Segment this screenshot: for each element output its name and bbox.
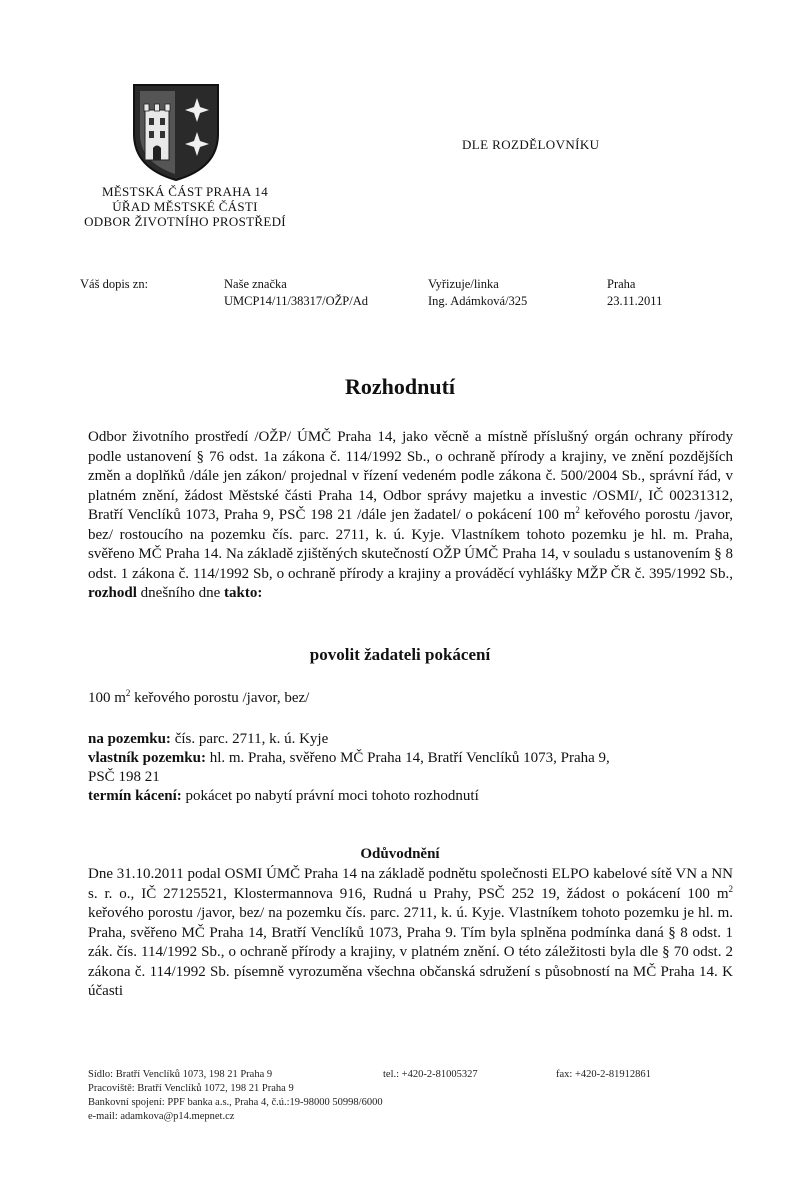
amount-superscript: 2 <box>125 688 131 698</box>
our-ref-label: Naše značka <box>224 277 287 291</box>
place: Praha <box>607 277 636 291</box>
our-ref-value: UMCP14/11/38317/OŽP/Ad <box>224 294 369 308</box>
intro-text-2: keřového porostu /javor, bez/ rostoucího na pozemku čís. parc. 2711, k. ú. Kyje. Vlastníkem tohoto pozemku je hl. m. Praha, svěřeno MČ Praha 14. Na základě zjištěných skutečností OŽP ÚMČ Praha 14, v souladu s ustanovením § 8 odst. 1 zákona č. 114/1992 Sb, o ochraně přírody a krajiny a prováděcí vyhlášky MŽP ČR č. 395/1992 Sb., <box>88 507 734 582</box>
owner-row-2: PSČ 198 21 <box>88 769 160 785</box>
handler-block <box>428 276 527 310</box>
term-value: pokácet po nabytí právní moci tohoto rozhodnutí <box>181 788 479 804</box>
plot-value: čís. parc. 2711, k. ú. Kyje <box>170 731 329 747</box>
handler-value: Ing. Adámková/325 <box>428 294 528 308</box>
footer-seat: Sídlo: Bratří Venclíků 1073, 198 21 Praha 9 <box>88 1069 273 1080</box>
office-line-3: ODBOR ŽIVOTNÍHO PROSTŘEDÍ <box>84 214 286 229</box>
reasoning-text-1: Dne 31.10.2011 podal OSMI ÚMČ Praha 14 na základě podnětu společnosti ELPO kabelové sítě VN a NN s. r. o., IČ 27125521, Klostermannova 916, Rudná u Prahy, PSČ 252 19, žádost o pokácení 100 m <box>88 866 733 902</box>
owner-row <box>88 749 738 768</box>
reasoning-paragraph <box>88 865 733 1002</box>
intro-superscript: 2 <box>575 505 580 515</box>
date: 23.11.2011 <box>607 294 663 308</box>
our-ref-block <box>224 276 368 310</box>
footer-fax: fax: +420-2-81912861 <box>556 1069 651 1080</box>
office-line-1: MĚSTSKÁ ČÁST PRAHA 14 <box>101 184 269 199</box>
issuing-office <box>60 184 310 229</box>
footer <box>88 1068 651 1124</box>
decision-amount <box>88 688 309 707</box>
term-row <box>88 787 738 806</box>
coat-of-arms-icon <box>131 82 221 182</box>
your-ref-label: Váš dopis zn: <box>80 277 149 291</box>
owner-value: hl. m. Praha, svěřeno MČ Praha 14, Bratří Venclíků 1073, Praha 9, <box>205 750 610 766</box>
footer-bank: Bankovní spojení: PPF banka a.s., Praha 4, č.ú.:19-98000 50998/6000 <box>88 1097 383 1108</box>
plot-row <box>88 730 738 749</box>
reasoning-heading: Odůvodnění <box>360 846 440 862</box>
term-label: termín kácení: <box>88 788 182 804</box>
intro-text-3: dnešního dne <box>136 585 224 601</box>
decision-heading: povolit žadateli pokácení <box>309 645 491 664</box>
intro-text-1: Odbor životního prostředí /OŽP/ ÚMČ Praha 14, jako věcně a místně příslušný orgán ochrany přírody podle ustanovení § 76 odst. 1a zákona č. 114/1992 Sb., o ochraně přírody a krajiny, ve znění pozdějších změn a doplňků /dále jen zákon/ projednal v řízení vedeném podle zákona č. 500/2004 Sb., správní řád, v platném znění, žádost Městské části Praha 14, Odbor správy majetku a investic /OSMI/, IČ 00231312, Bratří Venclíků 1073, Praha 9, PSČ 198 21 /dále jen žadatel/ o pokácení 100 m <box>88 429 733 523</box>
document-title: Rozhodnutí <box>344 374 456 399</box>
reasoning-text-2: keřového porostu /javor, bez/ na pozemku čís. parc. 2711, k. ú. Kyje. Vlastníkem tohoto pozemku je hl. m. Praha, svěřeno MČ Praha 14, Bratří Venclíků 1073, Praha 9. Tím byla splněna podmínka daná § 8 odst. 1 zák. čís. 114/1992 Sb., o ochraně přírody a krajiny, v platném znění. O této záležitosti byla dle § 70 odst. 2 zákona č. 114/1992 Sb. písemně vyrozuměna všechna občanská sdružení s působností na MČ Praha 14. K účasti <box>88 905 733 999</box>
amount-text-2: keřového porostu /javor, bez/ <box>130 690 310 706</box>
footer-email: e-mail: adamkova@p14.mepnet.cz <box>88 1111 235 1122</box>
footer-workplace: Pracoviště: Bratří Venclíků 1072, 198 21 Praha 9 <box>88 1083 294 1094</box>
owner-label: vlastník pozemku: <box>88 750 206 766</box>
footer-tel: tel.: +420-2-81005327 <box>383 1069 478 1080</box>
handler-label: Vyřizuje/linka <box>428 277 499 291</box>
recipient: DLE ROZDĚLOVNÍKU <box>462 137 600 152</box>
intro-takto: takto: <box>223 585 263 601</box>
reasoning-superscript: 2 <box>728 883 733 894</box>
footer-row-1 <box>88 1068 651 1082</box>
office-line-2: ÚŘAD MĚSTSKÉ ČÁSTI <box>112 199 258 214</box>
intro-rozhodl: rozhodl <box>88 585 137 601</box>
your-ref-block <box>80 276 148 293</box>
intro-paragraph <box>88 428 733 604</box>
date-block <box>607 276 662 310</box>
decision-details <box>88 730 738 806</box>
plot-label: na pozemku: <box>88 731 171 747</box>
amount-text: 100 m <box>88 690 126 706</box>
